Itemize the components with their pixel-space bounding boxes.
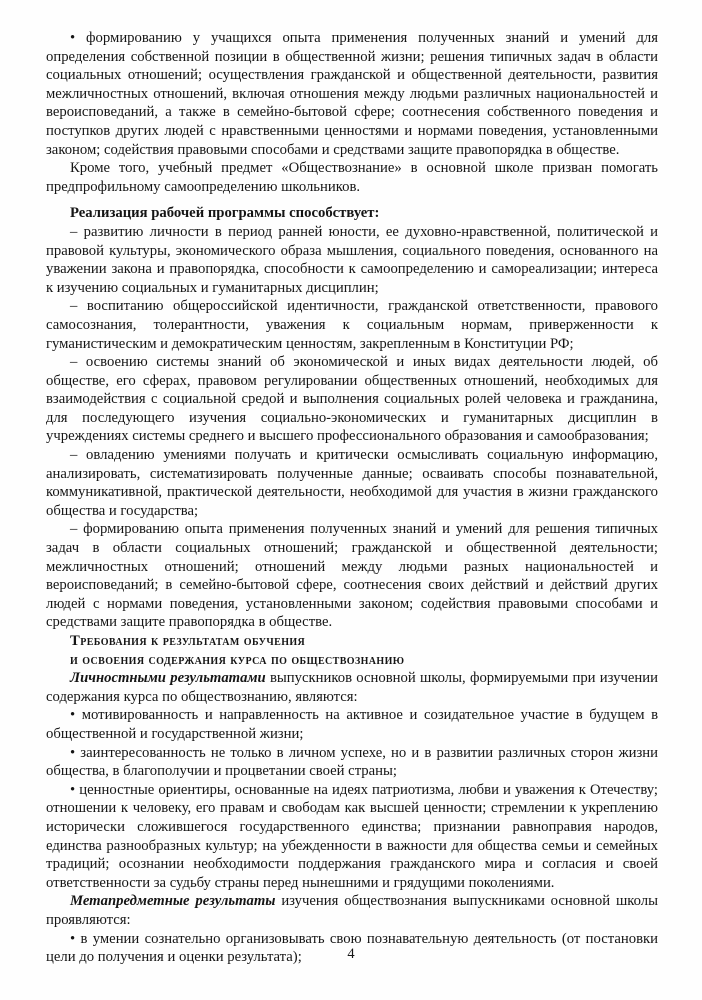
paragraph-bullet-applying-knowledge: • формированию у учащихся опыта применения полученных знаний и умений для определения собственной позиции в общественной жизни; решения типичных задач в области социальных отношений; осуществления гражданской и общественной деятельности, развития межличностных отношений, включая отношения между людьми различных национальностей и вероисповеданий, а также в семейно-бытовой сфере; соотнесения собственного поведения и поступков других людей с нравственными ценностями и нормами поведения, установленными законом; содействия правовыми способами и средствами защите правопорядка в обществе. xyxy=(46,30,658,158)
paragraph-metapredmetnye-rezultaty xyxy=(46,892,658,929)
paragraph-lichnostnymi-rezultatami xyxy=(46,669,658,706)
paragraph-dash-osvoeniyu: – освоению системы знаний об экономической и иных видах деятельности людей, об обществе, его сферах, правовом регулировании общественных отношений, необходимых для взаимодействия с социальной средой и выполнения социальных ролей человека и гражданина, для последующего изучения социально-экономических и гуманитарных дисциплин в учреждениях системы среднего и высшего профессионального образования и самообразования; xyxy=(46,354,658,445)
page-number: 4 xyxy=(347,946,355,962)
lead-lichnostnymi: Личностными результатами xyxy=(70,670,266,687)
section-heading-line-2: и освоения содержания курса по обществознанию xyxy=(70,651,405,668)
paragraph-lichnostnymi-rest: выпускников основной школы, формируемыми при изучении содержания курса по обществознанию, являются: xyxy=(46,670,658,705)
paragraph-dash-vospitaniyu: – воспитанию общероссийской идентичности, гражданской ответственности, правового самосознания, толерантности, уважения к социальным нормам, приверженности к гуманистическим и демократическим ценностям, закрепленным в Конституции РФ; xyxy=(46,298,658,352)
paragraph-dash-formirovaniyu: – формированию опыта применения полученных знаний и умений для решения типичных задач в области социальных отношений; гражданской и общественной деятельности; межличностных отношений; отношений между людьми разных национальностей и вероисповеданий; в семейно-бытовой сфере, соотнесения своих действий и действий других людей с нормами поведения, установленными законом; содействия правовыми способами и средствами защите правопорядка в обществе. xyxy=(46,521,658,631)
text-block xyxy=(46,29,658,967)
paragraph-bullet-v-umenii: • в умении сознательно организовывать свою познавательную деятельность (от постановки цели до получения и оценки результата); xyxy=(46,930,658,966)
paragraph-realizatsiya-heading: Реализация рабочей программы способствует: xyxy=(70,205,380,222)
paragraph-dash-ovladeniyu: – овладению умениями получать и критически осмысливать социальную информацию, анализировать, систематизировать полученные данные; осваивать способы познавательной, коммуникативной, практической деятельности, необходимой для участия в жизни гражданского общества и государства; xyxy=(46,447,658,519)
paragraph-dash-razvitiyu: – развитию личности в период ранней юности, ее духовно-нравственной, политической и правовой культуры, экономического образа мышления, социального поведения, основанного на уважении закона и правопорядка, способности к самоопределению и самореализации; интереса к изучению социальных и гуманитарных дисциплин; xyxy=(46,223,658,296)
paragraph-metapredmetnye-rest: изучения обществознания выпускниками основной школы проявляются: xyxy=(46,893,658,928)
paragraph-krome-togo: Кроме того, учебный предмет «Обществознание» в основной школе призван помогать предпрофильному самоопределению школьников. xyxy=(46,160,658,195)
section-heading-line-1: Требования к результатам обучения xyxy=(70,633,306,649)
paragraph-bullet-motivirovannost: • мотивированность и направленность на активное и созидательное участие в будущем в общественной и государственной жизни; xyxy=(46,707,658,742)
paragraph-bullet-zainteresovannost: • заинтересованность не только в личном успехе, но и в развитии различных сторон жизни общества, в благополучии и процветании своей страны; xyxy=(46,744,658,780)
section-heading xyxy=(46,632,658,669)
lead-metapredmetnye: Метапредметные результаты xyxy=(70,893,276,910)
paragraph-bullet-tsennostnye-orientiry: • ценностные ориентиры, основанные на идеях патриотизма, любви и уважения к Отечеству; отношении к человеку, его правам и свободам как высшей ценности; стремлении к укреплению исторически сложившегося государственного единства; признании равноправия народов, единства разнообразных культур; на убежденности в важности для общества семьи и семейных традиций; осознании необходимости поддержания гражданского мира и согласия и своей ответственности за судьбу страны перед нынешними и грядущими поколениями. xyxy=(46,781,658,891)
